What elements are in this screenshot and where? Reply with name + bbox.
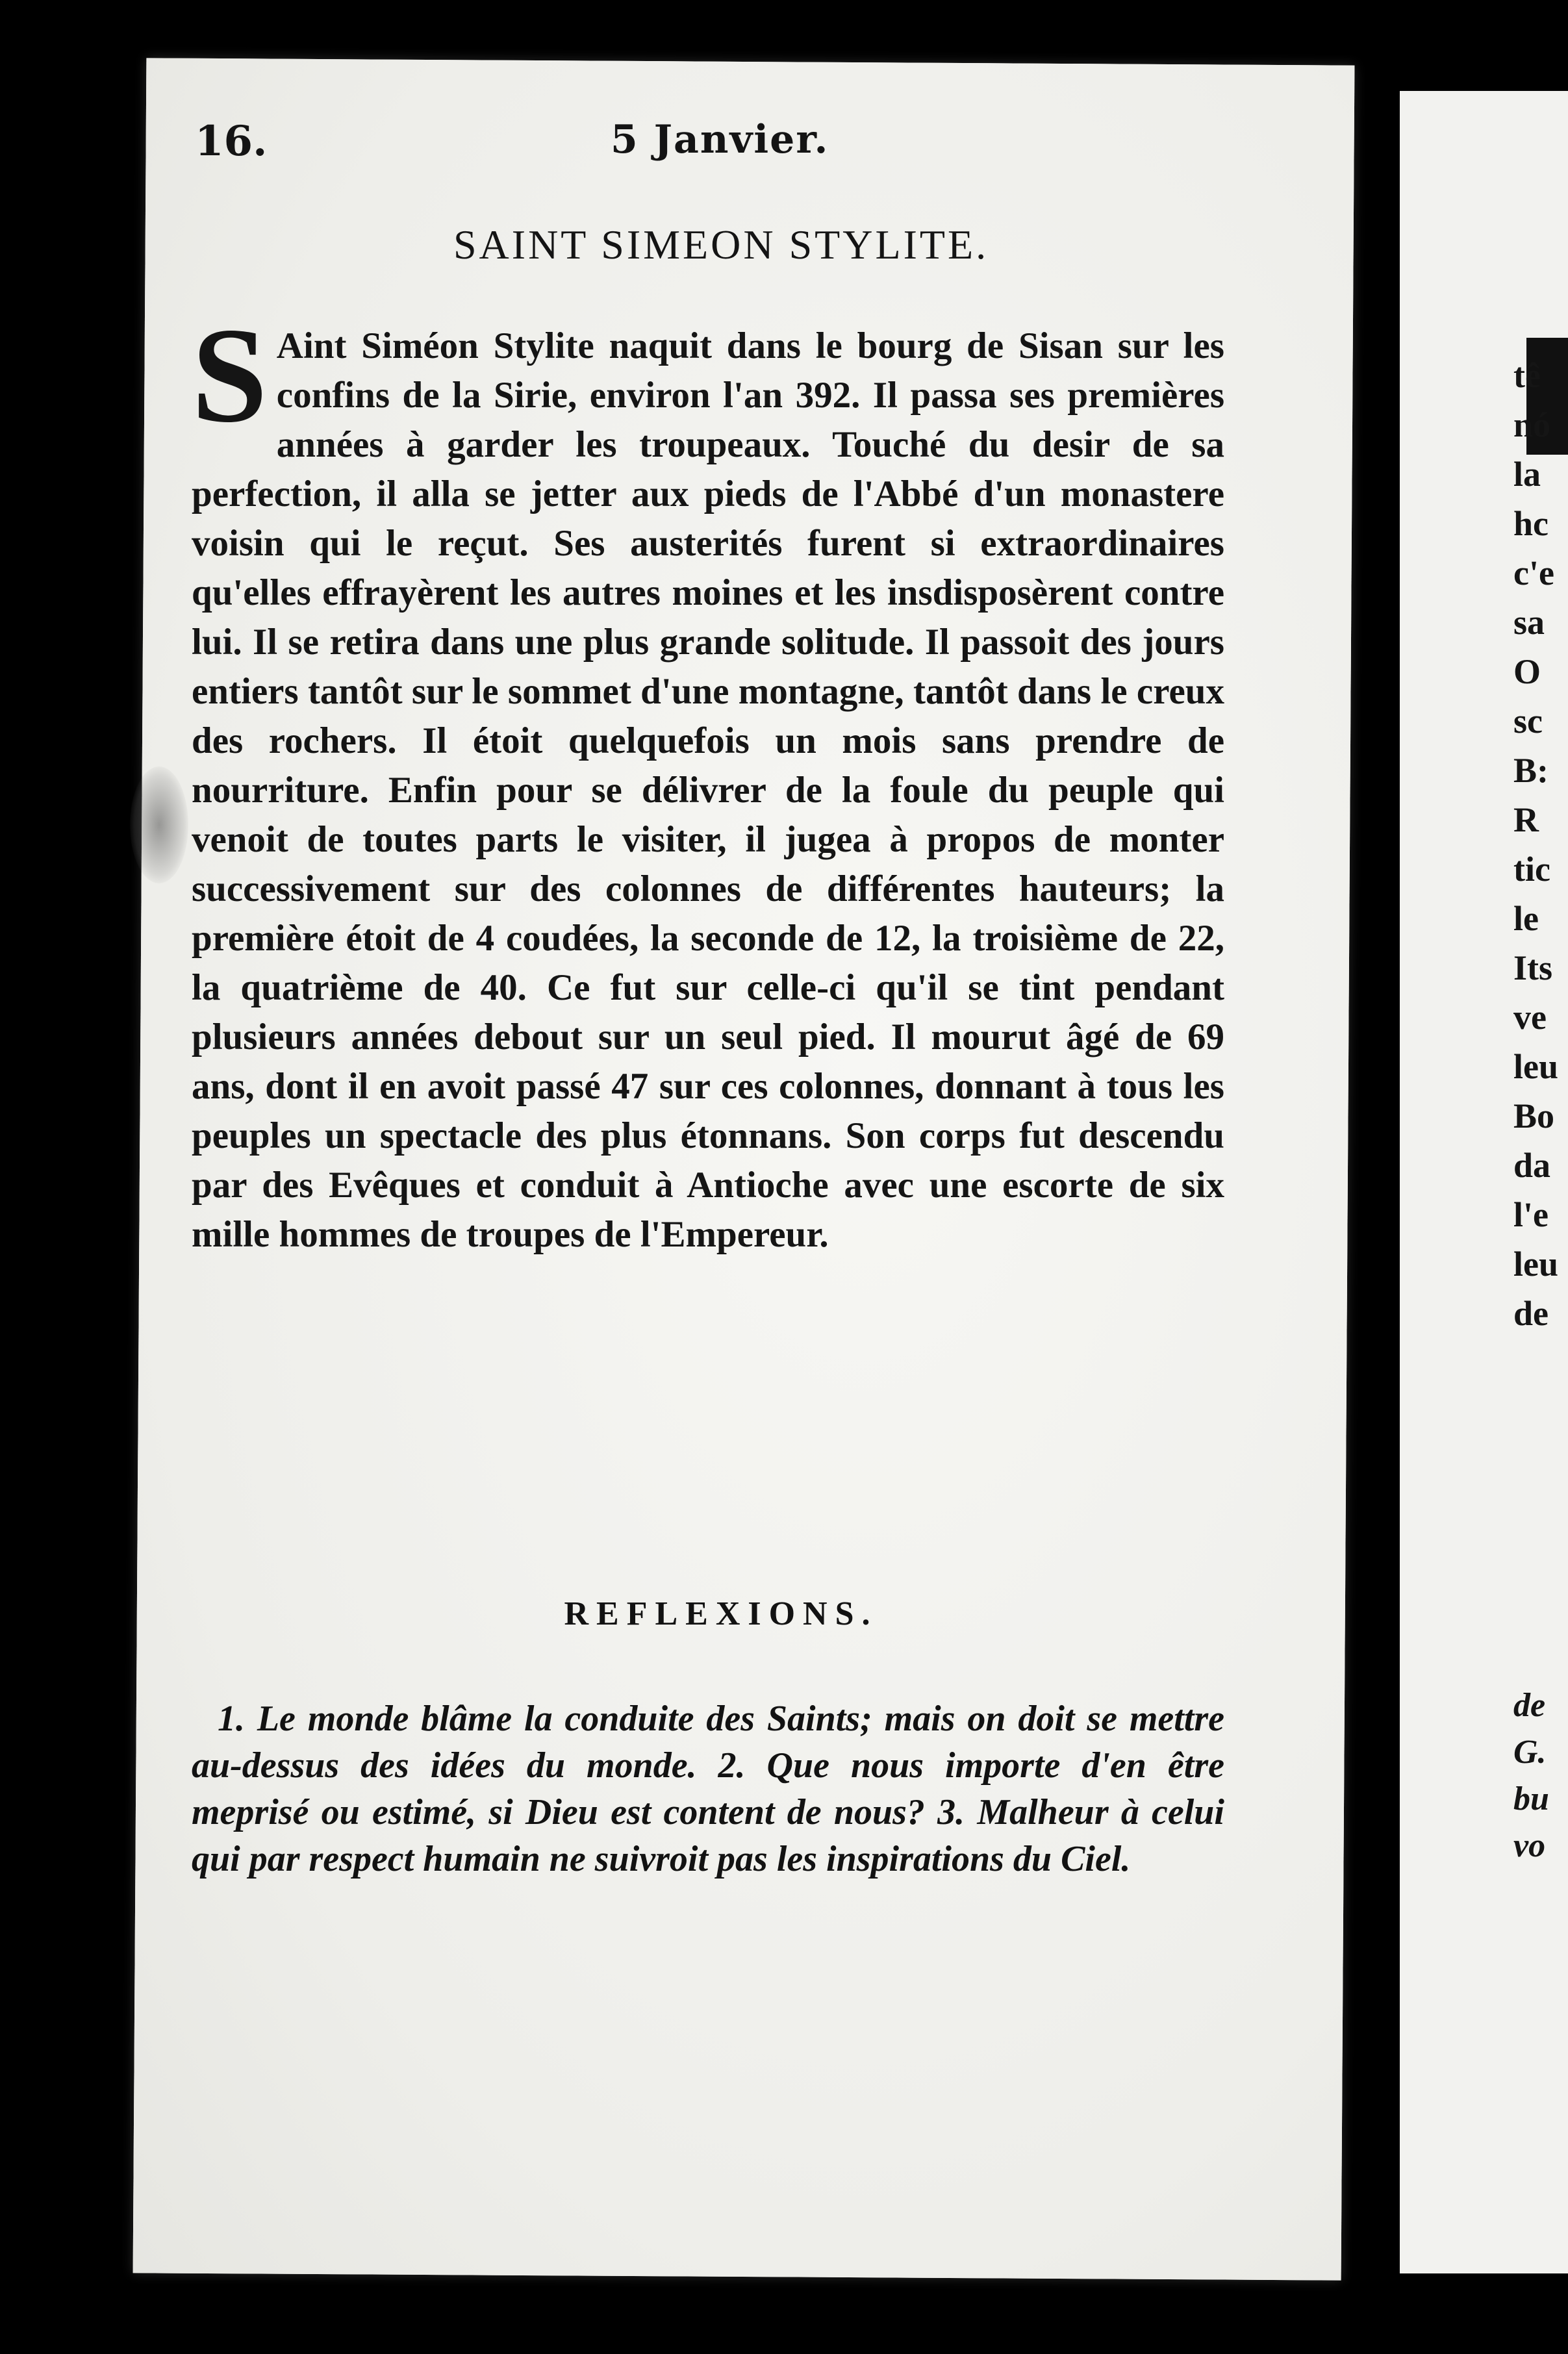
next-page-fragment-3: hc (1513, 504, 1549, 543)
next-page-fragment-12: Its (1513, 948, 1553, 987)
ink-stain (130, 766, 188, 883)
next-page-fragment-11: le (1513, 899, 1539, 938)
next-page-fragment-6: O (1513, 652, 1541, 691)
next-page-fragment-18: leu (1513, 1245, 1559, 1284)
next-page-fragment-14: leu (1513, 1047, 1559, 1086)
next-page-text-fragments (1513, 351, 1568, 1338)
next-page-fragment-5: sa (1513, 603, 1545, 642)
drop-cap: S (192, 300, 268, 451)
chapter-title: SAINT SIMEON STYLITE. (453, 221, 989, 268)
next-page-fragment-bottom-2: bu (1513, 1780, 1549, 1817)
next-page-fragment-9: R (1513, 800, 1539, 839)
next-page-fragment-1: nó (1513, 405, 1551, 444)
binding-gutter (1348, 0, 1400, 2354)
next-page-fragment-8: B: (1513, 751, 1549, 790)
running-head (195, 117, 1247, 175)
next-page-text-fragments-bottom (1513, 1682, 1568, 1869)
next-page-fragment-19: de (1513, 1294, 1549, 1333)
next-page-fragment-bottom-1: G. (1513, 1734, 1547, 1771)
next-page-fragment-15: Bo (1513, 1096, 1555, 1135)
next-page-fragment-7: sc (1513, 702, 1543, 740)
next-page-fragment-16: da (1513, 1146, 1551, 1185)
next-page-fragment-13: ve (1513, 998, 1547, 1037)
next-page-fragment-bottom-0: de (1513, 1687, 1546, 1724)
page-number: 16. (195, 117, 268, 166)
body-paragraph (192, 300, 1224, 1259)
next-page-fragment-0: tê (1513, 356, 1541, 395)
next-page-fragment-10: tic (1513, 850, 1550, 889)
next-page-fragment-17: l'e (1513, 1195, 1549, 1234)
reflexions-text: 1. Le monde blâme la conduite des Saints; mais on doit se mettre au-dessus des idées du monde. 2. Que nous importe d'en être meprisé ou estimé, si Dieu est content de nous? 3. Malheur à celui qui par respect humain ne suivroit pas les inspirations du Ciel. (192, 1699, 1224, 1879)
next-page-fragment-2: la (1513, 455, 1541, 494)
body-text: Aint Siméon Stylite naquit dans le bourg de Sisan sur les confins de la Sirie, environ l'an 392. Il passa ses premières années à garder les troupeaux. Touché du desir de sa perfection, il alla se jetter aux pieds de l'Abbé d'un monastere voisin qui le reçut. Ses austerités furent si extraordinaires qu'elles effrayèrent les autres moines et les insdisposèrent contre lui. Il se retira dans une plus grande solitude. Il passoit des jours entiers tantôt sur le sommet d'une montagne, tantôt dans le creux des rochers. Il étoit quelquefois un mois sans prendre de nourriture. Enfin pour se délivrer de la foule du peuple qui venoit de toutes parts le visiter, il jugea à propos de monter successivement sur des colonnes de différentes hauteurs; la première étoit de 4 coudées, la seconde de 12, la troisième de 22, la quatrième de 40. Ce fut sur celle-ci qu'il se tint pendant plusieurs années debout sur un seul pied. Il mourut âgé de 69 ans, dont il en avoit passé 47 sur ces colonnes, donnant à tous les peuples un spectacle des plus étonnans. Son corps fut descendu par des Evêques et conduit à Antioche avec une escorte de six mille hommes de troupes de l'Empereur. (192, 325, 1224, 1255)
date-heading: 5 Janvier. (611, 117, 829, 162)
next-page-fragment-4: c'e (1513, 553, 1554, 592)
reflexions-heading: REFLEXIONS. (564, 1595, 878, 1632)
next-page-fragment-bottom-3: vo (1513, 1827, 1546, 1864)
